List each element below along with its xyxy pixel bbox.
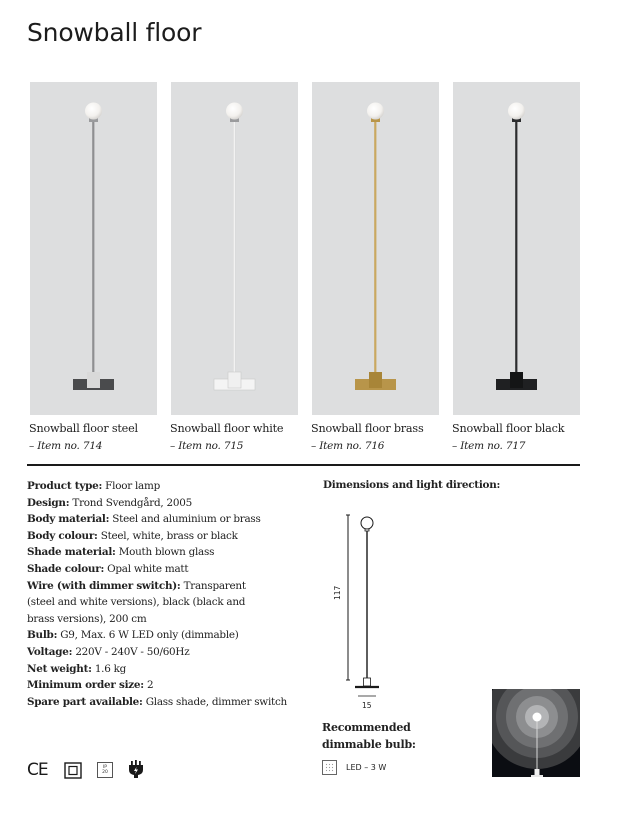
lamp-shade: [226, 103, 243, 120]
spec-list: [27, 478, 317, 710]
dimmable-plug-icon: [128, 760, 144, 779]
spec-value: 1.6 kg: [94, 662, 127, 675]
spec-product-type: Product type: Floor lamp: [27, 480, 160, 492]
spec-label: Bulb: [27, 629, 54, 642]
bulb-label: LED – 3 W: [346, 763, 387, 772]
spec-value: Transparent: [183, 579, 246, 592]
spec-net-weight: Net weight: 1.6 kg: [27, 662, 127, 675]
lamp-shade: [508, 103, 525, 120]
spec-wire-cont-2: brass versions), 200 cm: [27, 612, 147, 625]
spec-value: Steel and aluminium or brass: [112, 513, 261, 526]
product-image-white: [171, 82, 298, 415]
spec-label: Shade colour: [27, 562, 101, 575]
lamp-pole: [374, 120, 376, 374]
product-name: Snowball floor steel: [29, 422, 138, 435]
led-bulb-icon: [322, 760, 337, 775]
recommended-bulb: [322, 760, 386, 775]
spec-bulb: Bulb: G9, Max. 6 W LED only (dimmable): [27, 629, 239, 642]
spec-label: Shade material: [27, 546, 113, 559]
spec-shade-colour: Shade colour: Opal white matt: [27, 562, 189, 575]
spec-value: Glass shade, dimmer switch: [145, 695, 287, 708]
height-value: 117: [333, 585, 342, 600]
bulb-glow: [533, 713, 542, 722]
spec-label: Wire (with dimmer switch): [27, 579, 177, 592]
spec-label: Minimum order size: [27, 679, 141, 692]
spec-wire: Wire (with dimmer switch): Transparent: [27, 579, 246, 592]
spec-label: Design: [27, 496, 66, 509]
product-name: Snowball floor brass: [311, 422, 424, 435]
product-name: Snowball floor white: [170, 422, 284, 435]
dimension-drawing: [330, 510, 390, 720]
lamp-pole: [515, 120, 517, 374]
spec-value: Steel, white, brass or black: [100, 529, 238, 542]
spec-design: Design: Trond Svendgård, 2005: [27, 496, 192, 509]
spec-value: G9, Max. 6 W LED only (dimmable): [60, 629, 239, 642]
spec-label: Body colour: [27, 529, 95, 542]
spec-shade-material: Shade material: Mouth blown glass: [27, 546, 215, 559]
lamp-pole: [233, 120, 235, 374]
lamp-shade: [85, 103, 102, 120]
lamp-pole: [92, 120, 94, 374]
ip20-icon: IP 20: [97, 762, 113, 778]
product-image-black: [453, 82, 580, 415]
lamp-socket: [369, 372, 382, 388]
product-item-number: – Item no. 715: [170, 440, 244, 452]
spec-body-material: Body material: Steel and aluminium or brass: [27, 513, 261, 526]
spec-value: 220V - 240V - 50/60Hz: [75, 645, 190, 658]
recommended-bulb-heading: Recommended dimmable bulb:: [322, 721, 416, 751]
product-image-brass: [312, 82, 439, 415]
spec-value: Trond Svendgård, 2005: [72, 496, 192, 509]
spec-label: Product type: [27, 480, 99, 492]
spec-wire-cont-1: (steel and white versions), black (black and: [27, 596, 246, 609]
spec-value: Floor lamp: [105, 480, 160, 492]
product-item-number: – Item no. 714: [29, 440, 103, 452]
product-item-number: – Item no. 716: [311, 440, 385, 452]
spec-label: Spare part available: [27, 695, 140, 708]
spec-voltage: Voltage: 220V - 240V - 50/60Hz: [27, 645, 190, 658]
product-image-steel: [30, 82, 157, 415]
spec-label: Body material: [27, 513, 106, 526]
spec-body-colour: Body colour: Steel, white, brass or black: [27, 529, 238, 542]
socket-outline: [364, 678, 371, 686]
spec-value: Opal white matt: [107, 562, 189, 575]
lamp-socket: [510, 372, 523, 388]
spec-spare-part: Spare part available: Glass shade, dimmer switch: [27, 695, 287, 708]
spec-minimum-order: Minimum order size: 2: [27, 679, 154, 692]
spec-value: 2: [146, 679, 154, 692]
product-item-number: – Item no. 717: [452, 440, 526, 452]
section-divider: [27, 464, 580, 466]
base-width-value: 15: [362, 701, 372, 710]
lamp-socket: [228, 372, 241, 388]
lamp-socket: [87, 372, 100, 388]
light-direction-illustration: [492, 689, 580, 777]
spec-value: Mouth blown glass: [118, 546, 215, 559]
lamp-shade: [367, 103, 384, 120]
spec-label: Voltage: [27, 645, 69, 658]
spec-label: Net weight: [27, 662, 89, 675]
product-name: Snowball floor black: [452, 422, 565, 435]
shade-outline: [361, 517, 373, 529]
dimensions-heading: Dimensions and light direction:: [323, 479, 501, 491]
page-title: Snowball floor: [27, 18, 202, 47]
ce-mark-icon: CE: [27, 760, 48, 780]
class-ii-double-insulation-icon: [64, 762, 82, 779]
